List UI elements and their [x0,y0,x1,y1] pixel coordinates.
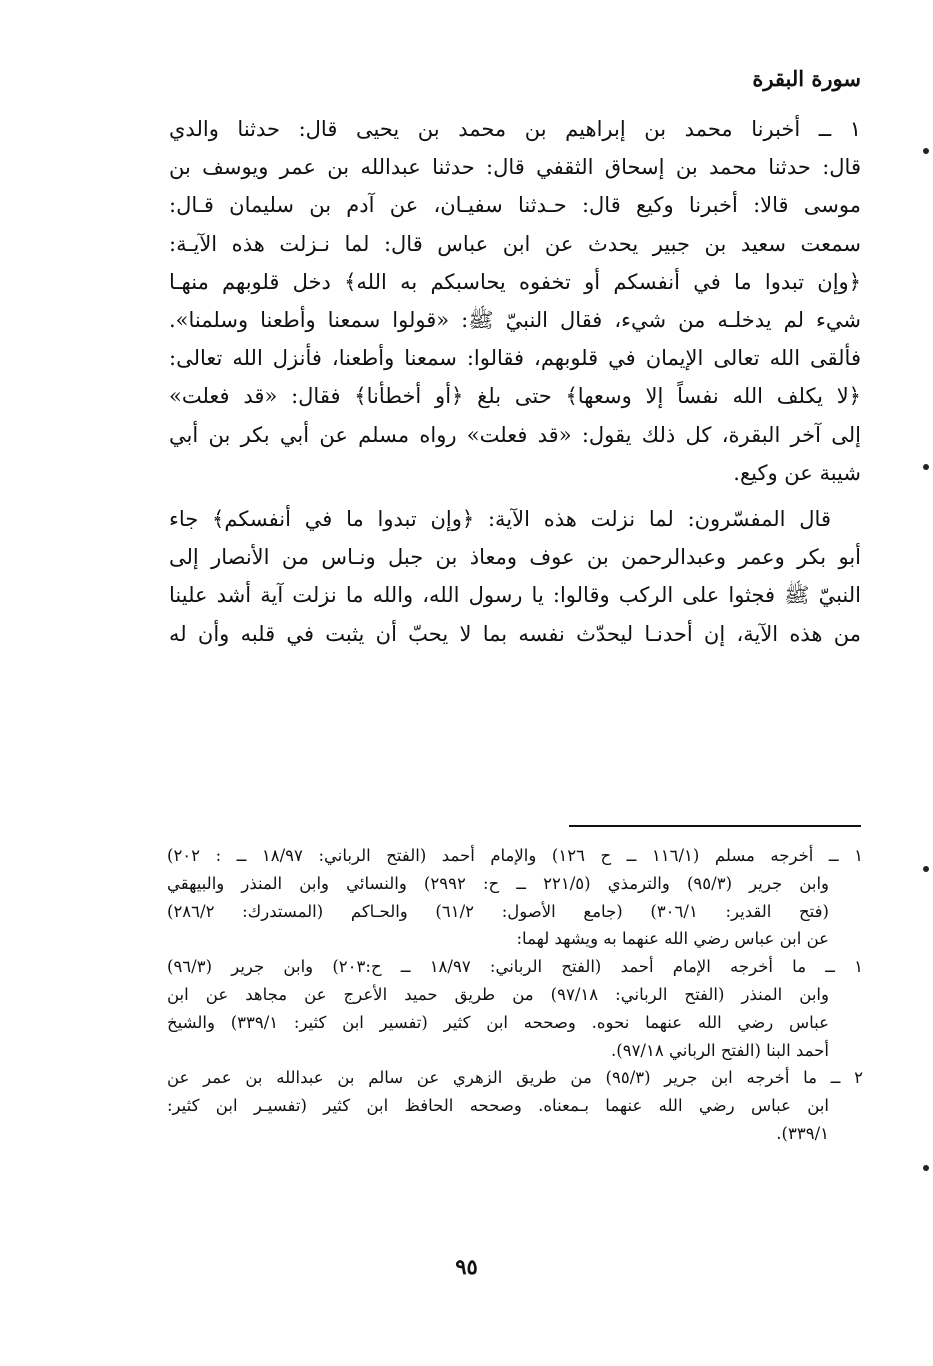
text-line: شيبة عن وكيع. [733,460,861,485]
margin-dot [923,866,929,872]
footnote-line: عن ابن عباس رضي الله عنهما به ويشهد لهما: [516,929,829,949]
text-line: ١ ــ أخبرنا محمد بن إبراهيم بن محمد بن يحيى قال: حدثنا والدي [169,117,861,141]
text-line: أبو بكر وعمر وعبدالرحمن بن عوف ومعاذ بن جبل ونـاس من الأنصار إلى [169,545,861,570]
footnote-line: ١ ــ ما أخرجه الإمام أحمد (الفتح الرباني: ١٨/٩٧ ــ ح:٢٠٣) وابن جرير (٩٦/٣) [167,957,863,977]
margin-dot [923,1165,929,1171]
text-line: شيء لم يدخلـه من شيء، فقال النبيّ ﷺ: «قولوا سمعنا وأطعنا وسلمنا». [169,308,861,333]
text-line: ﴿وإن تبدوا ما في أنفسكم أو تخفوه يحاسبكم به الله﴾ دخل قلوبهم منهـا [169,269,861,294]
text-line: النبيّ ﷺ فجثوا على الركب وقالوا: يا رسول الله، والله ما نزلت آية أشد علينا [169,583,861,608]
text-line: إلى آخر البقرة، كل ذلك يقول: «قد فعلت» رواه مسلم عن أبي بكر بن أبي [169,422,861,447]
paragraph-2 [169,500,861,653]
text-line: فألقى الله تعالى الإيمان في قلوبهم، فقالوا: سمعنا وأطعنا، فأنزل الله تعالى: [169,346,861,371]
margin-dot [923,464,929,470]
running-header: سورة البقرة [752,66,861,91]
text-line: من هذه الآية، إن أحدنـا ليحدّث نفسه بما لا يحبّ أن يثبت في قلبه وأن له [169,621,861,646]
footnote-line: ١ ــ أخرجه مسلم (١١٦/١ ــ ح ١٢٦) والإمام أحمد (الفتح الرباني: ١٨/٩٧ ــ : ٢٠٢) [167,846,863,865]
footnote-line: أحمد البنا (الفتح الرباني ٩٧/١٨). [611,1040,829,1060]
text-line: قال: حدثنا محمد بن إسحاق الثقفي قال: حدثنا عبدالله بن عمر ويوسف بن [169,155,861,180]
text-line: قال المفسّرون: لما نزلت هذه الآية: ﴿وإن تبدوا ما في أنفسكم﴾ جاء [169,507,831,532]
footnote-line: (فتح القدير: ٣٠٦/١) (جامع الأصول: ٦١/٢) والحـاكم (المستدرك: ٢٨٦/٢) [167,901,829,921]
text-line: سمعت سعيد بن جبير يحدث عن ابن عباس قال: لما نـزلت هذه الآيـة: [169,231,861,256]
footnote-line: ٢ ــ ما أخرجه ابن جرير (٩٥/٣) من طريق الزهري عن سالم بن عبدالله بن عمر عن [167,1068,863,1088]
footnote-line: عباس رضي الله عنهما نحوه. وصححه ابن كثير (تفسير ابن كثير: ٣٣٩/١) والشيخ [167,1012,829,1032]
footnote-line: وابن جرير (٩٥/٣) والترمذي (٢٢١/٥ ــ ح: ٢٩٩٢) والنسائي وابن المنذر والبيهقي [167,873,829,893]
text-line: ﴿لا يكلف الله نفساً إلا وسعها﴾ حتى بلغ ﴿أو أخطأنا﴾ فقال: «قد فعلت» [169,384,861,409]
page-number: ٩٥ [455,1254,478,1279]
footnote-line: ٣٣٩/١). [776,1123,829,1143]
footnote-line: ابن عباس رضي الله عنهما بـمعناه. وصححه الحافظ ابن كثير (تفسيـر ابن كثير: [167,1096,829,1116]
text-line: موسى قالا: أخبرنا وكيع قال: حـدثنا سفيـان، عن آدم بن سليمان قـال: [169,193,861,218]
margin-dot [923,148,929,154]
footnote-separator [569,825,861,827]
paragraph-gap [169,492,861,500]
paragraph-1 [169,110,861,492]
footnotes [167,842,863,1148]
footnote-line: وابن المنذر (الفتح الرباني: ٩٧/١٨) من طريق حميد الأعرج عن مجاهد عن ابن [167,984,829,1004]
main-text [169,110,861,653]
